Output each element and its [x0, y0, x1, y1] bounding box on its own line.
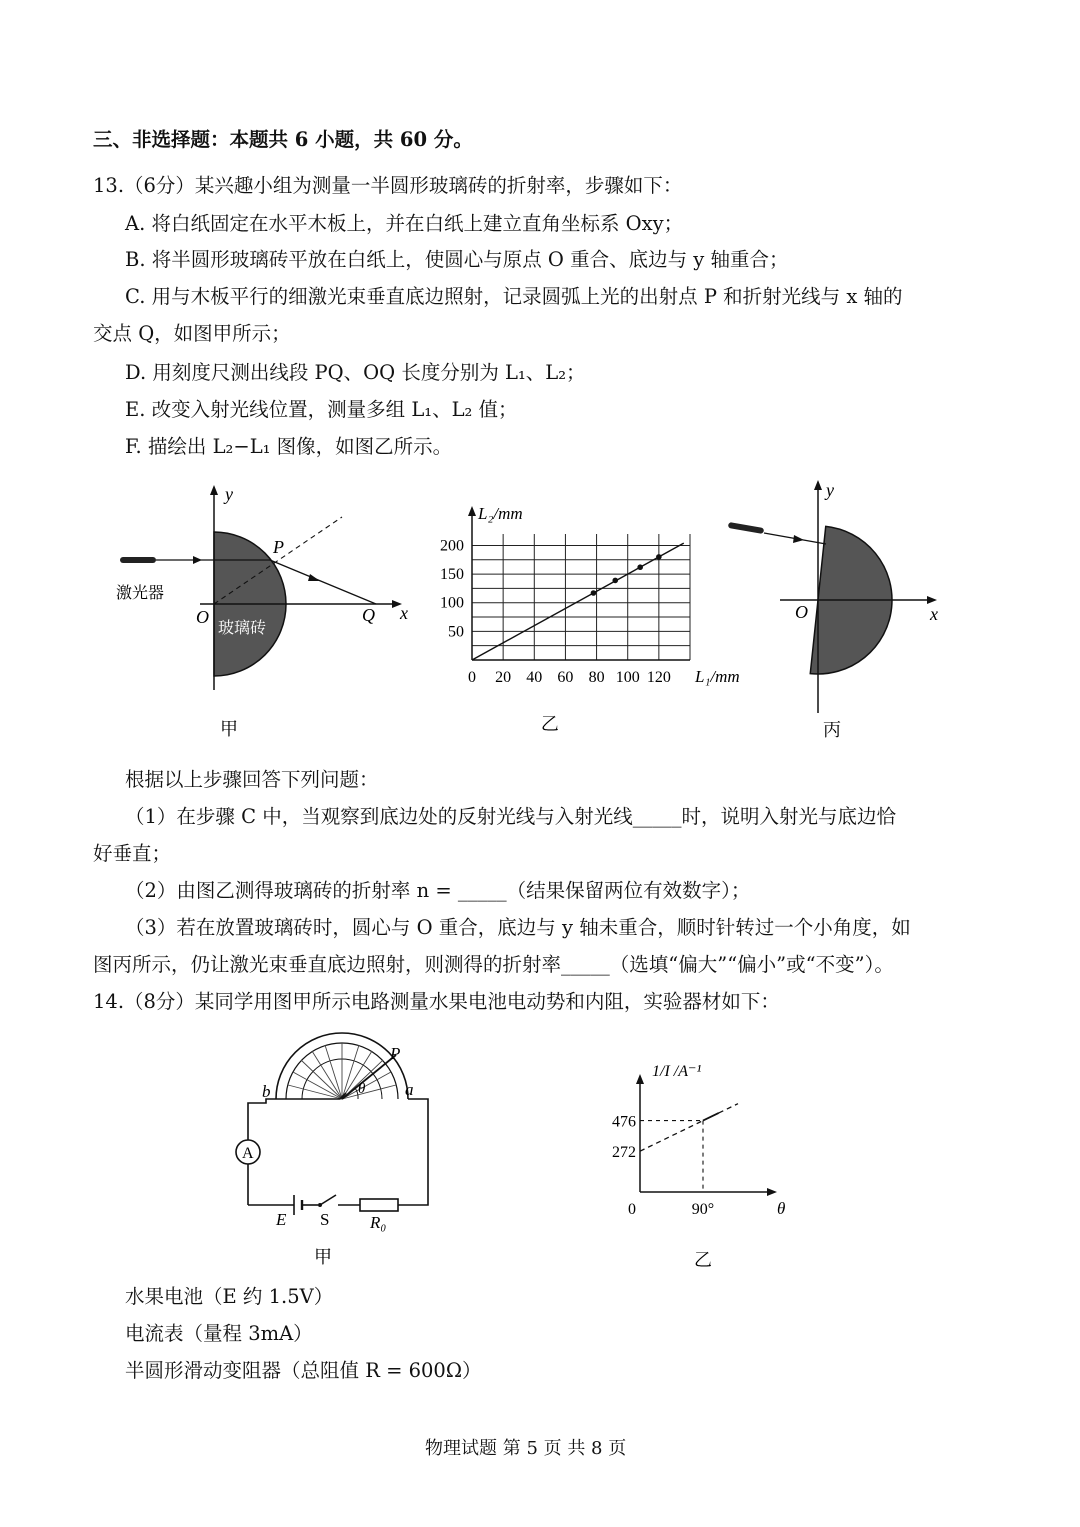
x-tick-label: 20	[495, 669, 512, 686]
q13-step-a: A. 将白纸固定在水平木板上，并在白纸上建立直角坐标系 Oxy；	[125, 212, 684, 235]
sub-question-1-cont: 好垂直；	[93, 842, 172, 865]
equipment-rheostat: 半圆形滑动变阻器（总阻值 R = 600Ω）	[125, 1359, 482, 1382]
x-tick-label: 40	[526, 669, 543, 686]
y-axis-arrow	[636, 1074, 644, 1084]
label-theta: θ	[358, 1081, 366, 1097]
line-extrapolated	[640, 1121, 703, 1152]
label-b: b	[262, 1082, 271, 1101]
sub-question-3-cont: 图丙所示，仍让激光束垂直底边照射，则测得的折射率_____（选填“偏大”“偏小”或“不变”）。	[93, 953, 894, 976]
line-measured	[703, 1113, 719, 1121]
fit-line	[472, 543, 684, 660]
y-tick-label: 200	[440, 537, 464, 555]
label-a: a	[405, 1080, 414, 1099]
q13-step-c-cont: 交点 Q，如图甲所示；	[93, 322, 291, 345]
figure-yi-theta-chart	[590, 1030, 810, 1279]
equipment-ammeter: 电流表（量程 3mA）	[125, 1322, 313, 1345]
x-axis-label: L₁/mm	[695, 667, 740, 686]
sub-question-3: （3）若在放置玻璃砖时，圆心与 O 重合，底边与 y 轴未重合，顺时针转过一个小角度，如	[125, 916, 911, 939]
label-q: Q	[362, 605, 375, 625]
x-tick-label: 90°	[691, 1201, 715, 1218]
caption-circuit: 甲	[314, 1247, 332, 1267]
equipment-battery: 水果电池（E 约 1.5V）	[125, 1285, 334, 1308]
label-p: P	[390, 1044, 401, 1063]
q13-step-b: B. 将半圆形玻璃砖平放在白纸上，使圆心与原点 O 重合、底边与 y 轴重合；	[125, 248, 789, 271]
laser-icon	[120, 557, 156, 563]
glass-brick-rotated-shape	[810, 526, 899, 681]
caption-jia: 甲	[220, 719, 238, 739]
figure-yi-chart	[420, 485, 760, 759]
label-r0: R₀	[370, 1213, 387, 1232]
data-point	[591, 590, 597, 596]
q13-intro: 13.（6分）某兴趣小组为测量一半圆形玻璃砖的折射率，步骤如下：	[93, 174, 683, 197]
label-o: O	[196, 607, 209, 627]
figure-bing	[720, 478, 960, 762]
caption-yi: 乙	[540, 714, 559, 734]
switch-icon	[320, 1195, 336, 1205]
label-y: y	[826, 480, 834, 500]
q13-step-f: F. 描绘出 L₂−L₁ 图像，如图乙所示。	[125, 435, 453, 458]
data-point	[612, 578, 618, 584]
y-tick-label: 150	[440, 566, 464, 584]
resistor-icon	[360, 1199, 398, 1211]
sub-question-1: （1）在步骤 C 中，当观察到底边处的反射光线与入射光线_____时，说明入射光与底边恰	[125, 805, 896, 828]
sub-question-2: （2）由图乙测得玻璃砖的折射率 n = _____（结果保留两位有效数字）；	[125, 879, 751, 902]
label-s: S	[320, 1210, 330, 1229]
q14-intro: 14.（8分）某同学用图甲所示电路测量水果电池电动势和内阻，实验器材如下：	[93, 990, 780, 1013]
label-p: P	[273, 537, 284, 557]
label-laser: 激光器	[116, 585, 165, 602]
x-tick-label: 60	[557, 669, 574, 686]
q13-step-c: C. 用与木板平行的细激光束垂直底边照射，记录圆弧上光的出射点 P 和折射光线与 x 轴的	[125, 285, 903, 308]
label-x: x	[930, 604, 938, 624]
laser-icon	[728, 522, 764, 534]
y-tick-label: 100	[440, 594, 464, 612]
ammeter-label: A	[242, 1145, 254, 1162]
x-axis-label: θ	[777, 1199, 786, 1218]
figure-jia	[110, 485, 430, 759]
figure-circuit	[230, 1035, 450, 1279]
data-point	[656, 554, 662, 560]
x-tick-label: 100	[615, 669, 640, 686]
data-point	[637, 564, 643, 570]
section-header: 三、非选择题：本题共 6 小题，共 60 分。	[93, 128, 473, 151]
label-glass: 玻璃砖	[218, 620, 267, 637]
y-tick-label: 50	[448, 623, 464, 641]
y-axis-label: L₂/mm	[478, 504, 523, 523]
x-tick-label: 120	[646, 669, 671, 686]
label-o: O	[795, 602, 808, 622]
line-extrapolated	[719, 1104, 738, 1113]
y-axis-label: 1/I /A⁻¹	[652, 1063, 702, 1080]
x-tick-label: 80	[588, 669, 605, 686]
page-footer: 物理试题 第 5 页 共 8 页	[425, 1438, 627, 1459]
caption-yi-theta: 乙	[694, 1250, 712, 1270]
label-y: y	[225, 484, 233, 504]
caption-bing: 丙	[823, 720, 841, 740]
y-tick-label: 272	[612, 1144, 636, 1162]
origin-label: 0	[628, 1201, 636, 1218]
q13-step-e: E. 改变入射光线位置，测量多组 L₁、L₂ 值；	[125, 398, 518, 421]
label-e: E	[276, 1210, 287, 1229]
x-axis-arrow	[767, 1188, 777, 1196]
y-tick-label: 476	[612, 1113, 636, 1131]
label-x: x	[400, 603, 408, 623]
x-tick-label: 0	[468, 669, 476, 686]
q13-step-d: D. 用刻度尺测出线段 PQ、OQ 长度分别为 L₁、L₂；	[125, 361, 586, 384]
y-axis-arrow	[468, 506, 476, 516]
answer-intro: 根据以上步骤回答下列问题：	[125, 768, 379, 791]
